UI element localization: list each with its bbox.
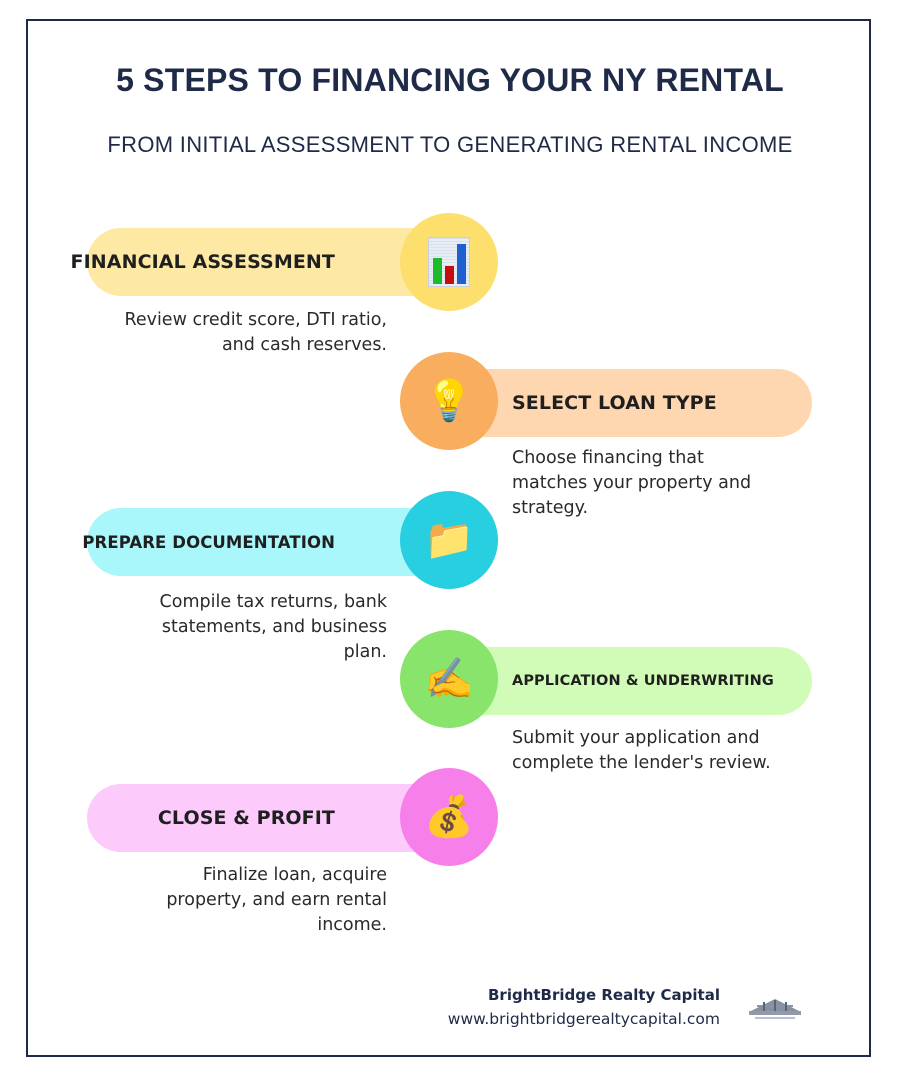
light-bulb-icon: 💡: [424, 378, 474, 424]
writing-hand-icon: ✍️: [424, 656, 474, 702]
page-title: 5 STEPS TO FINANCING YOUR NY RENTAL: [116, 62, 784, 98]
step-2-icon-circle: [400, 352, 498, 450]
step-4-label: APPLICATION & UNDERWRITING: [512, 673, 774, 689]
company-url[interactable]: www.brightbridgerealtycapital.com: [447, 1010, 720, 1028]
step-3-description: Compile tax returns, bank statements, and business plan.: [159, 592, 387, 662]
company-name: BrightBridge Realty Capital: [487, 986, 720, 1004]
step-3-label: PREPARE DOCUMENTATION: [82, 532, 335, 552]
step-5-pill: [87, 784, 447, 852]
step-5-description: Finalize loan, acquire property, and earn rental income.: [166, 865, 387, 935]
step-1-label: FINANCIAL ASSESSMENT: [70, 251, 335, 273]
money-bag-icon: 💰: [424, 794, 474, 840]
brightbridge-logo-icon: [747, 995, 803, 1025]
step-4-description: Submit your application and complete the lender's review.: [512, 728, 771, 773]
bar-chart-icon: [428, 237, 470, 287]
step-2-label: SELECT LOAN TYPE: [512, 392, 717, 414]
step-4-icon-circle: [400, 630, 498, 728]
folder-icon: 📁: [424, 517, 474, 563]
step-1-pill: [70, 228, 447, 296]
footer-brand: [448, 986, 720, 1028]
page-subtitle: FROM INITIAL ASSESSMENT TO GENERATING RENTAL INCOME: [107, 132, 793, 157]
step-4-pill: [450, 647, 812, 715]
step-5-label: CLOSE & PROFIT: [157, 807, 335, 829]
step-1-icon-circle: [400, 213, 498, 311]
step-5-icon-circle: [400, 768, 498, 866]
step-2-description: Choose financing that matches your property and strategy.: [512, 448, 752, 518]
step-2-pill: [450, 369, 812, 437]
step-3-icon-circle: [400, 491, 498, 589]
step-3-pill: [82, 508, 447, 576]
step-1-description: Review credit score, DTI ratio, and cash reserves.: [124, 310, 387, 355]
